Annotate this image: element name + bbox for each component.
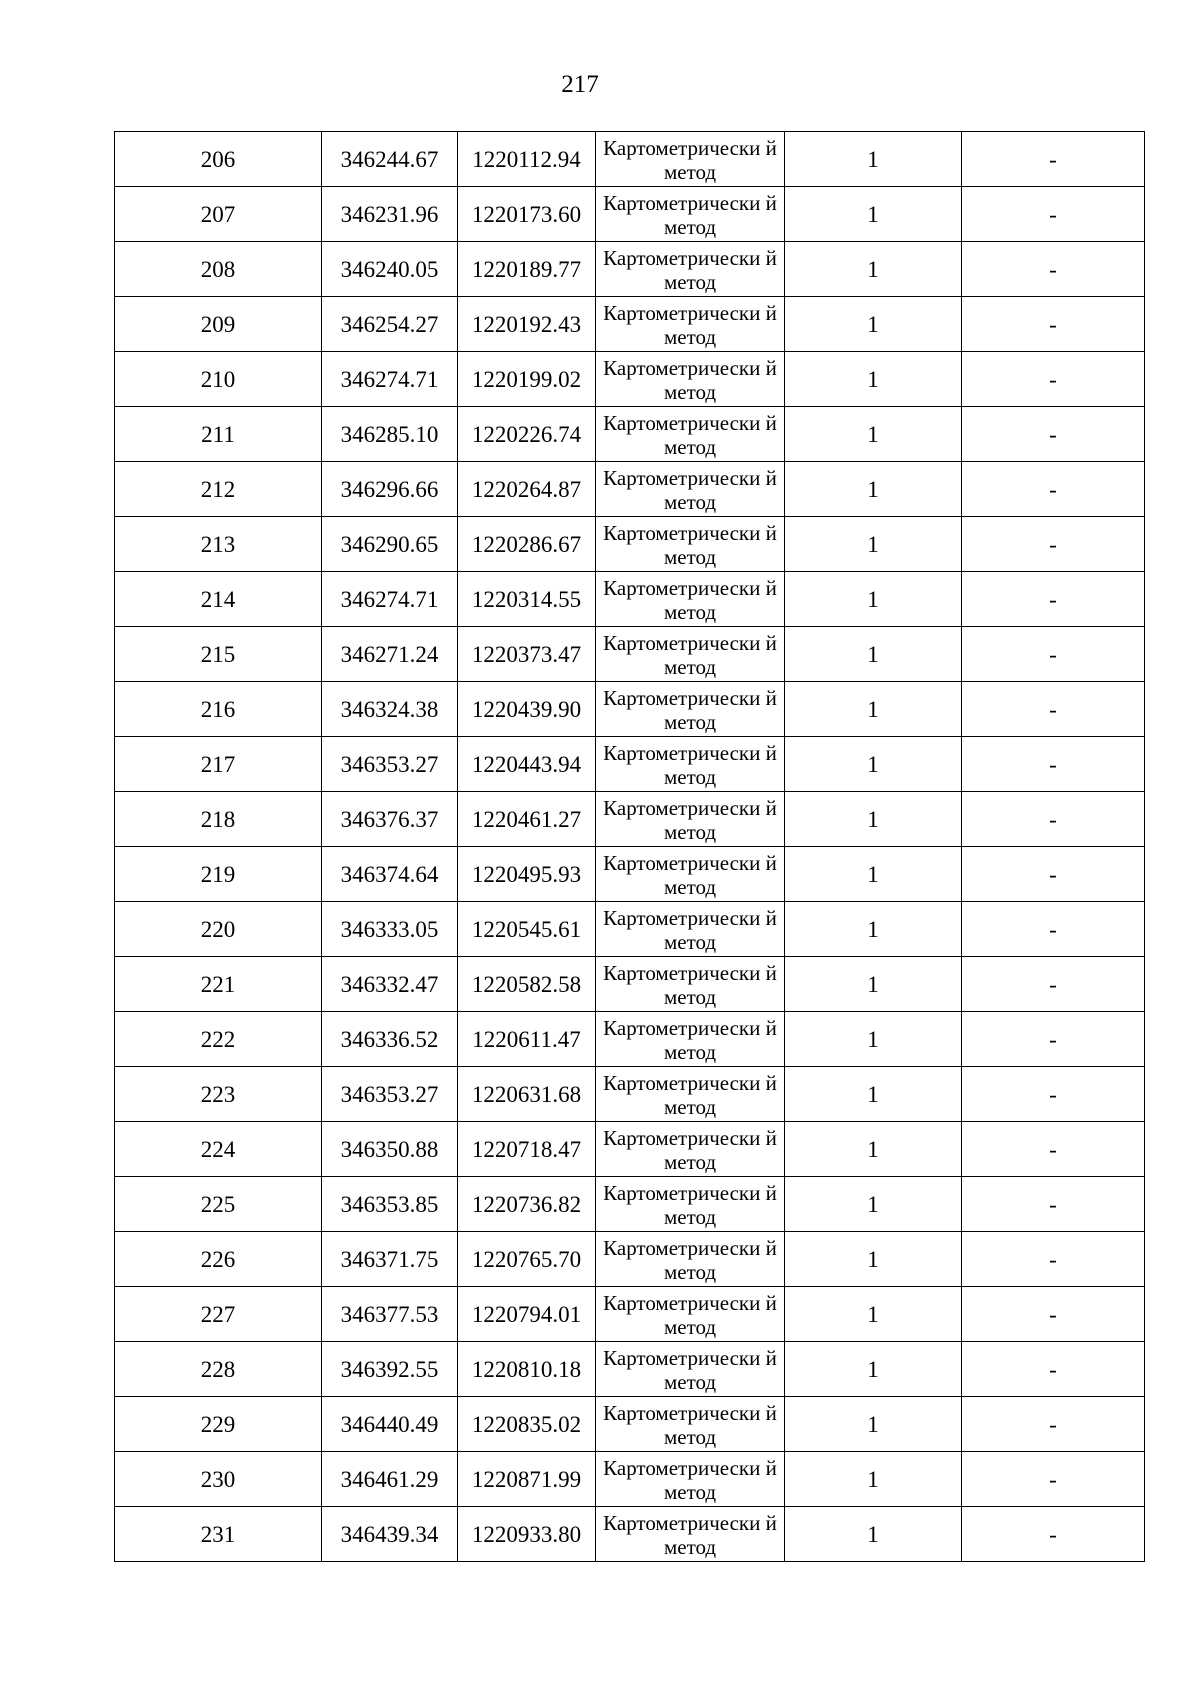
point-number-cell: 207: [115, 187, 322, 242]
accuracy-cell: 1: [785, 187, 962, 242]
method-cell: Картометрически й метод: [596, 1342, 785, 1397]
y-coordinate-cell: 1220810.18: [458, 1342, 596, 1397]
page-number: 217: [561, 71, 599, 98]
x-coordinate-cell: 346353.27: [322, 737, 458, 792]
note-cell: -: [962, 1507, 1145, 1562]
table-row: [115, 297, 1145, 352]
point-number-cell: 217: [115, 737, 322, 792]
point-number-cell: 214: [115, 572, 322, 627]
method-cell: Картометрически й метод: [596, 352, 785, 407]
table-row: [115, 1012, 1145, 1067]
y-coordinate-cell: 1220314.55: [458, 572, 596, 627]
y-coordinate-cell: 1220264.87: [458, 462, 596, 517]
accuracy-cell: 1: [785, 1067, 962, 1122]
y-coordinate-cell: 1220631.68: [458, 1067, 596, 1122]
point-number-cell: 211: [115, 407, 322, 462]
note-cell: -: [962, 1342, 1145, 1397]
accuracy-cell: 1: [785, 737, 962, 792]
table-row: [115, 352, 1145, 407]
note-cell: -: [962, 682, 1145, 737]
y-coordinate-cell: 1220189.77: [458, 242, 596, 297]
note-cell: -: [962, 462, 1145, 517]
y-coordinate-cell: 1220835.02: [458, 1397, 596, 1452]
x-coordinate-cell: 346244.67: [322, 132, 458, 187]
table-row: [115, 1452, 1145, 1507]
note-cell: -: [962, 792, 1145, 847]
y-coordinate-cell: 1220192.43: [458, 297, 596, 352]
note-cell: -: [962, 737, 1145, 792]
x-coordinate-cell: 346336.52: [322, 1012, 458, 1067]
table-row: [115, 627, 1145, 682]
method-cell: Картометрически й метод: [596, 1067, 785, 1122]
x-coordinate-cell: 346333.05: [322, 902, 458, 957]
table-row: [115, 1287, 1145, 1342]
point-number-cell: 220: [115, 902, 322, 957]
point-number-cell: 228: [115, 1342, 322, 1397]
x-coordinate-cell: 346254.27: [322, 297, 458, 352]
coordinates-table: [114, 131, 1145, 1562]
method-cell: Картометрически й метод: [596, 1177, 785, 1232]
point-number-cell: 213: [115, 517, 322, 572]
y-coordinate-cell: 1220794.01: [458, 1287, 596, 1342]
accuracy-cell: 1: [785, 792, 962, 847]
accuracy-cell: 1: [785, 1397, 962, 1452]
y-coordinate-cell: 1220611.47: [458, 1012, 596, 1067]
accuracy-cell: 1: [785, 627, 962, 682]
method-cell: Картометрически й метод: [596, 1122, 785, 1177]
table-row: [115, 242, 1145, 297]
point-number-cell: 230: [115, 1452, 322, 1507]
point-number-cell: 215: [115, 627, 322, 682]
y-coordinate-cell: 1220461.27: [458, 792, 596, 847]
x-coordinate-cell: 346461.29: [322, 1452, 458, 1507]
table-row: [115, 792, 1145, 847]
x-coordinate-cell: 346440.49: [322, 1397, 458, 1452]
accuracy-cell: 1: [785, 242, 962, 297]
point-number-cell: 219: [115, 847, 322, 902]
note-cell: -: [962, 352, 1145, 407]
accuracy-cell: 1: [785, 572, 962, 627]
y-coordinate-cell: 1220112.94: [458, 132, 596, 187]
y-coordinate-cell: 1220199.02: [458, 352, 596, 407]
y-coordinate-cell: 1220718.47: [458, 1122, 596, 1177]
method-cell: Картометрически й метод: [596, 1397, 785, 1452]
note-cell: -: [962, 297, 1145, 352]
method-cell: Картометрически й метод: [596, 297, 785, 352]
table-row: [115, 847, 1145, 902]
note-cell: -: [962, 1012, 1145, 1067]
accuracy-cell: 1: [785, 847, 962, 902]
x-coordinate-cell: 346376.37: [322, 792, 458, 847]
table-row: [115, 1177, 1145, 1232]
method-cell: Картометрически й метод: [596, 1452, 785, 1507]
accuracy-cell: 1: [785, 1232, 962, 1287]
x-coordinate-cell: 346374.64: [322, 847, 458, 902]
accuracy-cell: 1: [785, 1452, 962, 1507]
x-coordinate-cell: 346350.88: [322, 1122, 458, 1177]
x-coordinate-cell: 346271.24: [322, 627, 458, 682]
method-cell: Картометрически й метод: [596, 902, 785, 957]
y-coordinate-cell: 1220736.82: [458, 1177, 596, 1232]
point-number-cell: 216: [115, 682, 322, 737]
y-coordinate-cell: 1220443.94: [458, 737, 596, 792]
accuracy-cell: 1: [785, 1287, 962, 1342]
method-cell: Картометрически й метод: [596, 132, 785, 187]
note-cell: -: [962, 132, 1145, 187]
point-number-cell: 224: [115, 1122, 322, 1177]
note-cell: -: [962, 1177, 1145, 1232]
method-cell: Картометрически й метод: [596, 242, 785, 297]
table-row: [115, 682, 1145, 737]
table-row: [115, 1122, 1145, 1177]
point-number-cell: 206: [115, 132, 322, 187]
accuracy-cell: 1: [785, 1342, 962, 1397]
table-row: [115, 132, 1145, 187]
note-cell: -: [962, 1232, 1145, 1287]
y-coordinate-cell: 1220871.99: [458, 1452, 596, 1507]
table-row: [115, 187, 1145, 242]
accuracy-cell: 1: [785, 462, 962, 517]
note-cell: -: [962, 1122, 1145, 1177]
table-row: [115, 407, 1145, 462]
x-coordinate-cell: 346285.10: [322, 407, 458, 462]
y-coordinate-cell: 1220495.93: [458, 847, 596, 902]
method-cell: Картометрически й метод: [596, 1012, 785, 1067]
note-cell: -: [962, 1397, 1145, 1452]
note-cell: -: [962, 847, 1145, 902]
x-coordinate-cell: 346231.96: [322, 187, 458, 242]
point-number-cell: 210: [115, 352, 322, 407]
point-number-cell: 223: [115, 1067, 322, 1122]
table-row: [115, 572, 1145, 627]
x-coordinate-cell: 346353.27: [322, 1067, 458, 1122]
x-coordinate-cell: 346274.71: [322, 352, 458, 407]
method-cell: Картометрически й метод: [596, 407, 785, 462]
y-coordinate-cell: 1220226.74: [458, 407, 596, 462]
table-row: [115, 517, 1145, 572]
y-coordinate-cell: 1220545.61: [458, 902, 596, 957]
x-coordinate-cell: 346439.34: [322, 1507, 458, 1562]
point-number-cell: 212: [115, 462, 322, 517]
point-number-cell: 226: [115, 1232, 322, 1287]
method-cell: Картометрически й метод: [596, 792, 785, 847]
point-number-cell: 208: [115, 242, 322, 297]
method-cell: Картометрически й метод: [596, 682, 785, 737]
x-coordinate-cell: 346332.47: [322, 957, 458, 1012]
y-coordinate-cell: 1220933.80: [458, 1507, 596, 1562]
note-cell: -: [962, 957, 1145, 1012]
method-cell: Картометрически й метод: [596, 1232, 785, 1287]
accuracy-cell: 1: [785, 902, 962, 957]
point-number-cell: 209: [115, 297, 322, 352]
coordinates-table-body: [115, 132, 1145, 1562]
note-cell: -: [962, 1452, 1145, 1507]
accuracy-cell: 1: [785, 352, 962, 407]
method-cell: Картометрически й метод: [596, 627, 785, 682]
table-row: [115, 1232, 1145, 1287]
note-cell: -: [962, 572, 1145, 627]
note-cell: -: [962, 902, 1145, 957]
x-coordinate-cell: 346296.66: [322, 462, 458, 517]
point-number-cell: 229: [115, 1397, 322, 1452]
point-number-cell: 227: [115, 1287, 322, 1342]
note-cell: -: [962, 517, 1145, 572]
accuracy-cell: 1: [785, 1507, 962, 1562]
method-cell: Картометрически й метод: [596, 847, 785, 902]
y-coordinate-cell: 1220286.67: [458, 517, 596, 572]
point-number-cell: 225: [115, 1177, 322, 1232]
accuracy-cell: 1: [785, 1122, 962, 1177]
method-cell: Картометрически й метод: [596, 1507, 785, 1562]
method-cell: Картометрически й метод: [596, 517, 785, 572]
point-number-cell: 218: [115, 792, 322, 847]
point-number-cell: 221: [115, 957, 322, 1012]
accuracy-cell: 1: [785, 682, 962, 737]
method-cell: Картометрически й метод: [596, 187, 785, 242]
table-row: [115, 957, 1145, 1012]
accuracy-cell: 1: [785, 957, 962, 1012]
method-cell: Картометрически й метод: [596, 462, 785, 517]
note-cell: -: [962, 1067, 1145, 1122]
note-cell: -: [962, 242, 1145, 297]
accuracy-cell: 1: [785, 407, 962, 462]
y-coordinate-cell: 1220439.90: [458, 682, 596, 737]
method-cell: Картометрически й метод: [596, 957, 785, 1012]
y-coordinate-cell: 1220765.70: [458, 1232, 596, 1287]
x-coordinate-cell: 346240.05: [322, 242, 458, 297]
x-coordinate-cell: 346371.75: [322, 1232, 458, 1287]
accuracy-cell: 1: [785, 132, 962, 187]
x-coordinate-cell: 346324.38: [322, 682, 458, 737]
y-coordinate-cell: 1220373.47: [458, 627, 596, 682]
x-coordinate-cell: 346377.53: [322, 1287, 458, 1342]
point-number-cell: 231: [115, 1507, 322, 1562]
accuracy-cell: 1: [785, 297, 962, 352]
accuracy-cell: 1: [785, 517, 962, 572]
method-cell: Картометрически й метод: [596, 737, 785, 792]
x-coordinate-cell: 346274.71: [322, 572, 458, 627]
accuracy-cell: 1: [785, 1012, 962, 1067]
point-number-cell: 222: [115, 1012, 322, 1067]
note-cell: -: [962, 1287, 1145, 1342]
y-coordinate-cell: 1220173.60: [458, 187, 596, 242]
table-row: [115, 737, 1145, 792]
note-cell: -: [962, 627, 1145, 682]
x-coordinate-cell: 346290.65: [322, 517, 458, 572]
note-cell: -: [962, 187, 1145, 242]
table-row: [115, 1067, 1145, 1122]
table-row: [115, 1507, 1145, 1562]
method-cell: Картометрически й метод: [596, 572, 785, 627]
note-cell: -: [962, 407, 1145, 462]
y-coordinate-cell: 1220582.58: [458, 957, 596, 1012]
x-coordinate-cell: 346392.55: [322, 1342, 458, 1397]
table-row: [115, 1342, 1145, 1397]
table-row: [115, 1397, 1145, 1452]
table-row: [115, 902, 1145, 957]
x-coordinate-cell: 346353.85: [322, 1177, 458, 1232]
method-cell: Картометрически й метод: [596, 1287, 785, 1342]
table-row: [115, 462, 1145, 517]
accuracy-cell: 1: [785, 1177, 962, 1232]
